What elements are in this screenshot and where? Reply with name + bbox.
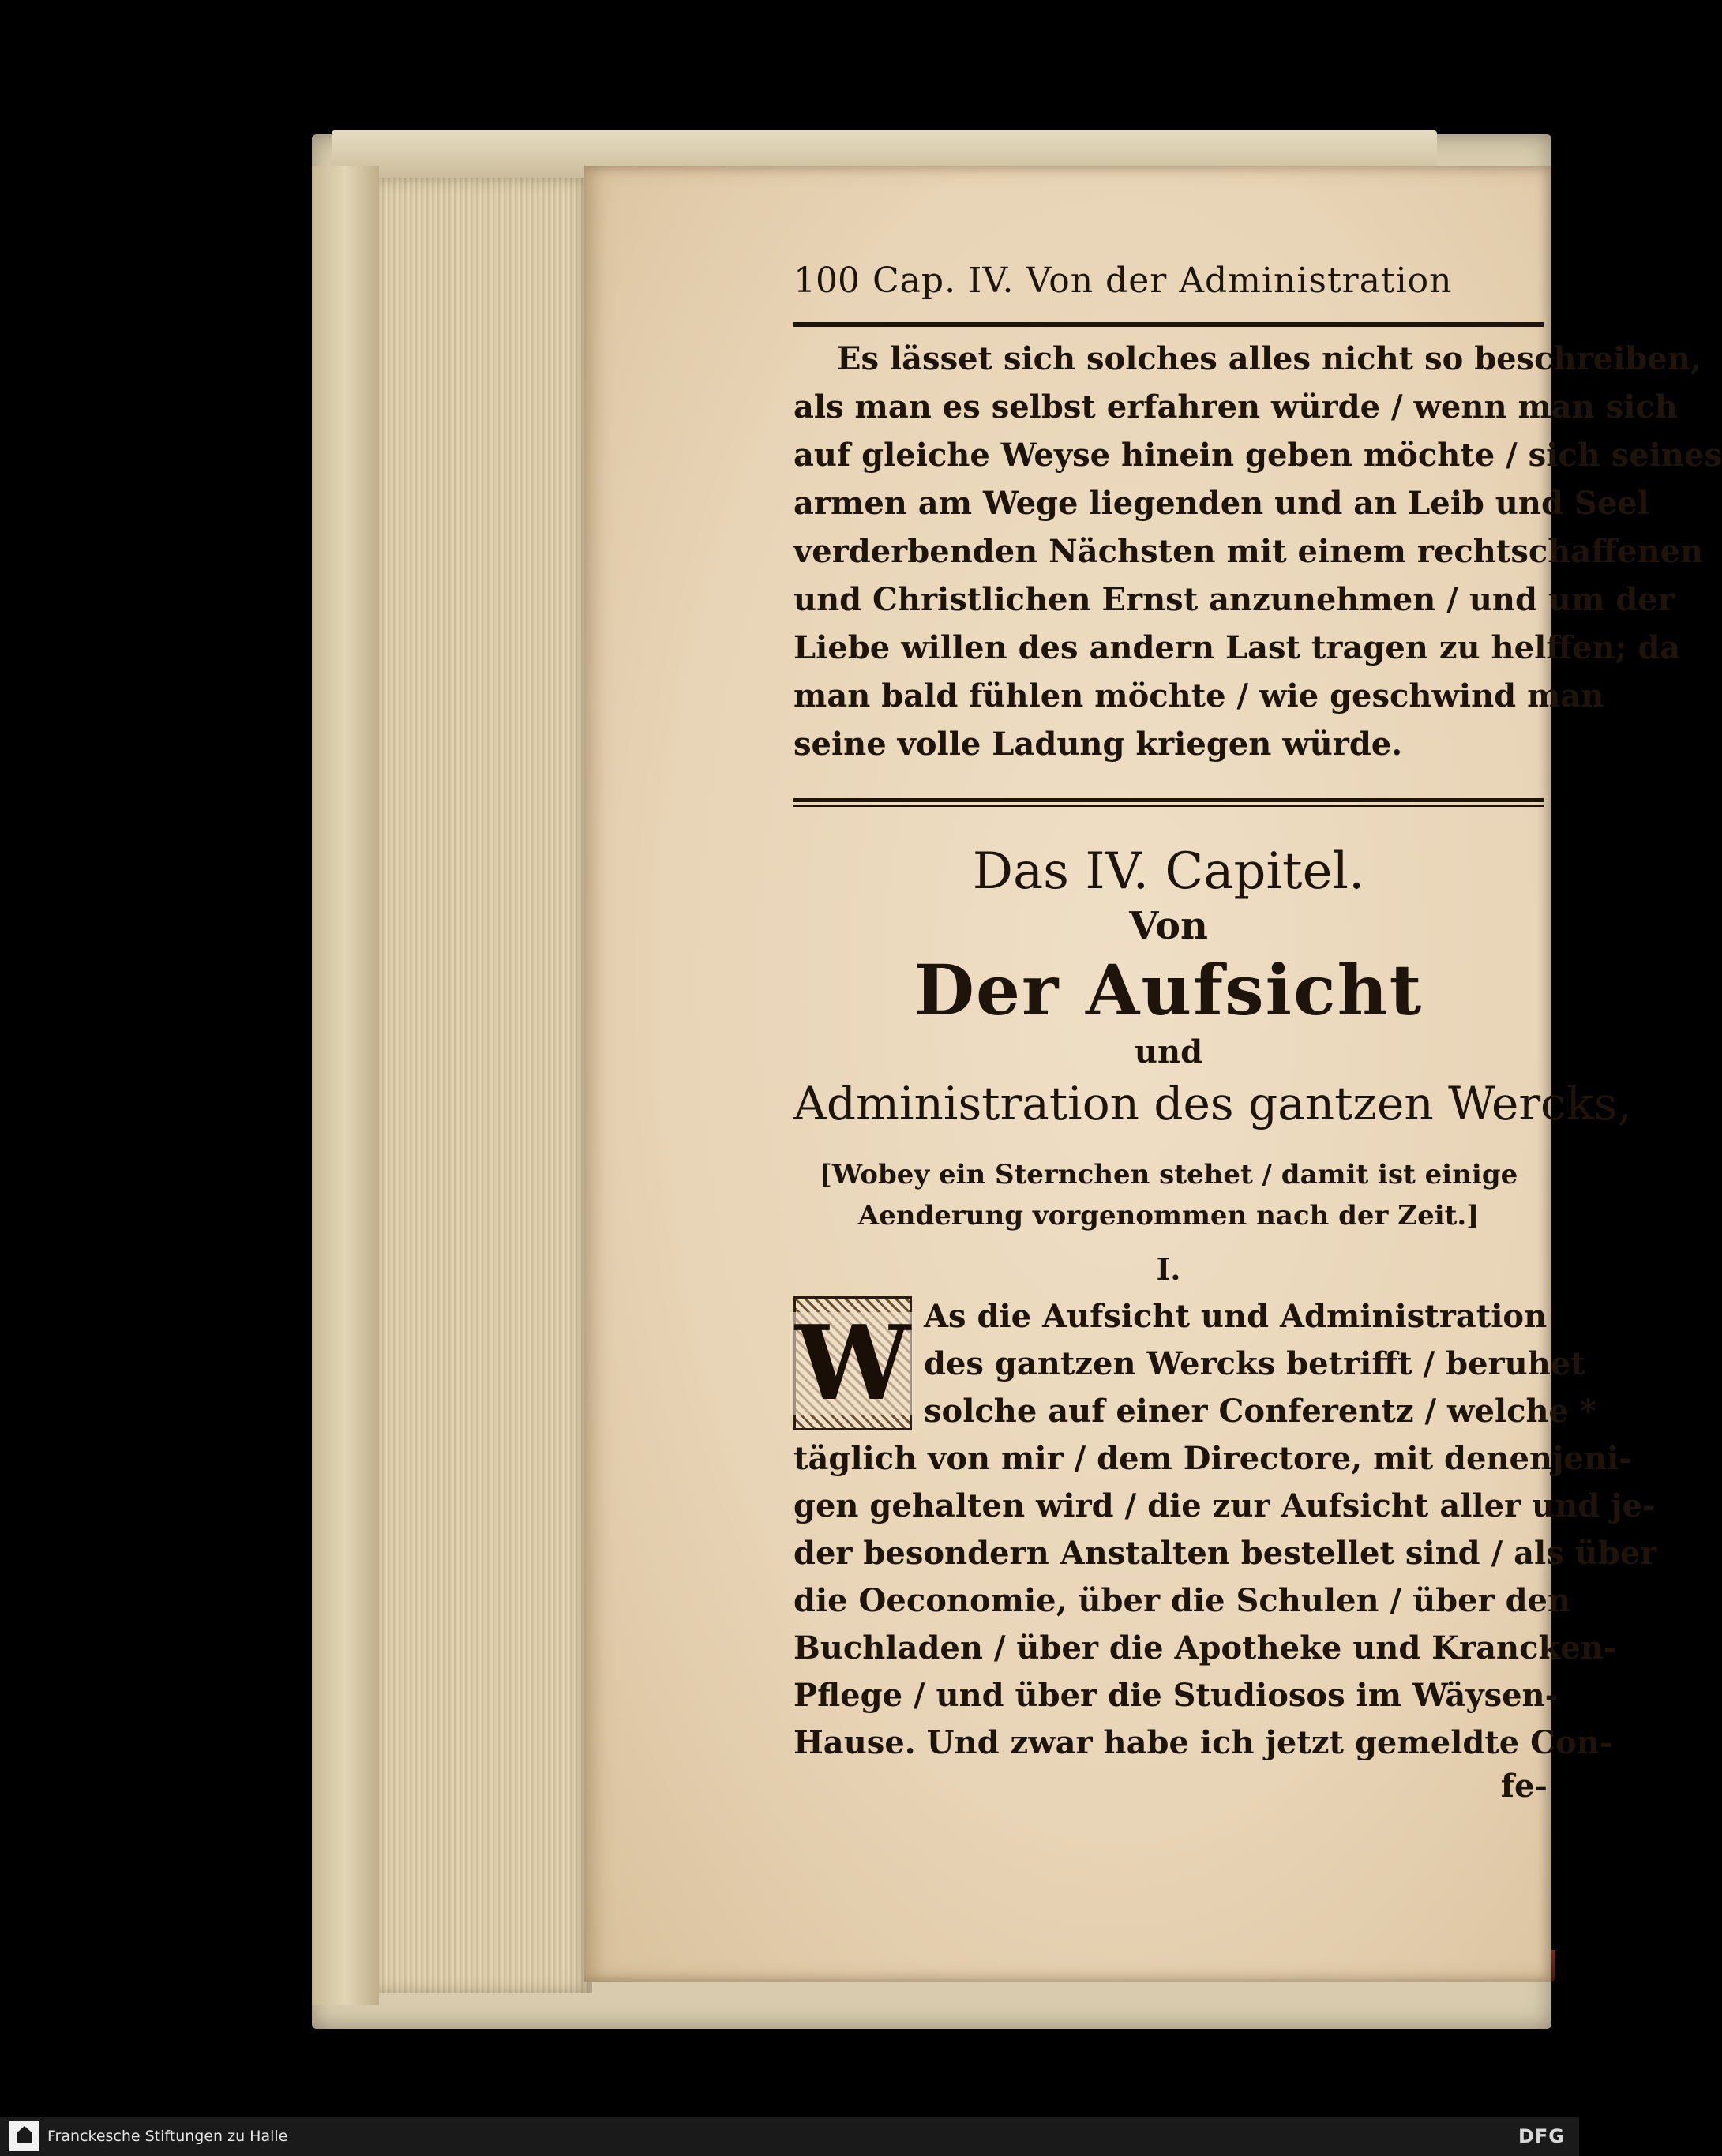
body-line: täglich von mir / dem Directore, mit denenjeni- — [793, 1440, 1632, 1477]
drop-cap-initial — [793, 1296, 912, 1430]
paragraph-line: und Christlichen Ernst anzunehmen / und um der — [793, 581, 1675, 618]
note-line: [Wobey ein Sternchen stehet / damit ist einige — [819, 1159, 1518, 1190]
dfg-logo[interactable]: DFG — [1518, 2125, 1565, 2147]
opening-paragraph — [793, 335, 1722, 768]
note-line: Aenderung vorgenommen nach der Zeit.] — [857, 1200, 1480, 1232]
drop-cap-letter: W — [790, 1312, 915, 1415]
body-line: Buchladen / über die Apotheke und Krancken- — [793, 1629, 1617, 1667]
section-number: I. — [1156, 1251, 1181, 1287]
chapter-title: Das IV. Capitel. — [972, 842, 1365, 901]
paragraph-line: verderbenden Nächsten mit einem rechtschaffenen — [793, 533, 1704, 570]
body-line: gen gehalten wird / die zur Aufsicht aller und je- — [793, 1487, 1656, 1524]
body-line: der besondern Anstalten bestellet sind / als über — [793, 1535, 1657, 1572]
section-body — [793, 1293, 1657, 1767]
paragraph-line: seine volle Ladung kriegen würde. — [793, 726, 1403, 763]
chapter-main-title: Der Aufsicht — [914, 949, 1424, 1031]
body-line: solche auf einer Conferentz / welche * — [924, 1393, 1596, 1430]
header-rule — [793, 322, 1544, 327]
page-header — [793, 261, 1551, 316]
catchword: fe- — [1500, 1768, 1548, 1805]
chapter-subtitle: Administration des gantzen Wercks, — [793, 1077, 1632, 1130]
institution-name[interactable]: Franckesche Stiftungen zu Halle — [47, 2128, 288, 2145]
section-divider — [793, 798, 1544, 807]
body-line: As die Aufsicht und Administration — [924, 1298, 1548, 1335]
body-line: Hause. Und zwar habe ich jetzt gemeldte Con- — [793, 1724, 1613, 1761]
chapter-von: Von — [1129, 904, 1208, 948]
viewer-footer — [0, 2117, 1579, 2156]
paragraph-line: armen am Wege liegenden und an Leib und Seel — [793, 485, 1649, 522]
chapter-und: und — [1134, 1033, 1203, 1071]
paragraph-line: als man es selbst erfahren würde / wenn man sich — [793, 388, 1678, 426]
page-content — [793, 261, 1722, 1806]
body-line: des gantzen Wercks betrifft / beruhet — [924, 1345, 1585, 1382]
franckesche-logo-icon[interactable] — [9, 2121, 39, 2151]
paragraph-line: man bald fühlen möchte / wie geschwind man — [793, 677, 1604, 714]
running-head: Cap. IV. Von der Administration — [872, 261, 1453, 301]
book-spine-edge — [312, 166, 379, 2005]
page-stack — [379, 178, 592, 1993]
chapter-note — [793, 1154, 1544, 1236]
page-number: 100 — [793, 261, 860, 301]
body-line: Pflege / und über die Studiosos im Wäysen- — [793, 1677, 1559, 1714]
paragraph-line: auf gleiche Weyse hinein geben möchte / sich seines — [793, 437, 1722, 474]
chapter-heading — [793, 838, 1632, 1293]
paragraph-line: Es lässet sich solches alles nicht so beschreiben, — [837, 340, 1701, 377]
body-line: die Oeconomie, über die Schulen / über den — [793, 1582, 1571, 1619]
paragraph-line: Liebe willen des andern Last tragen zu helffen; da — [793, 629, 1681, 666]
